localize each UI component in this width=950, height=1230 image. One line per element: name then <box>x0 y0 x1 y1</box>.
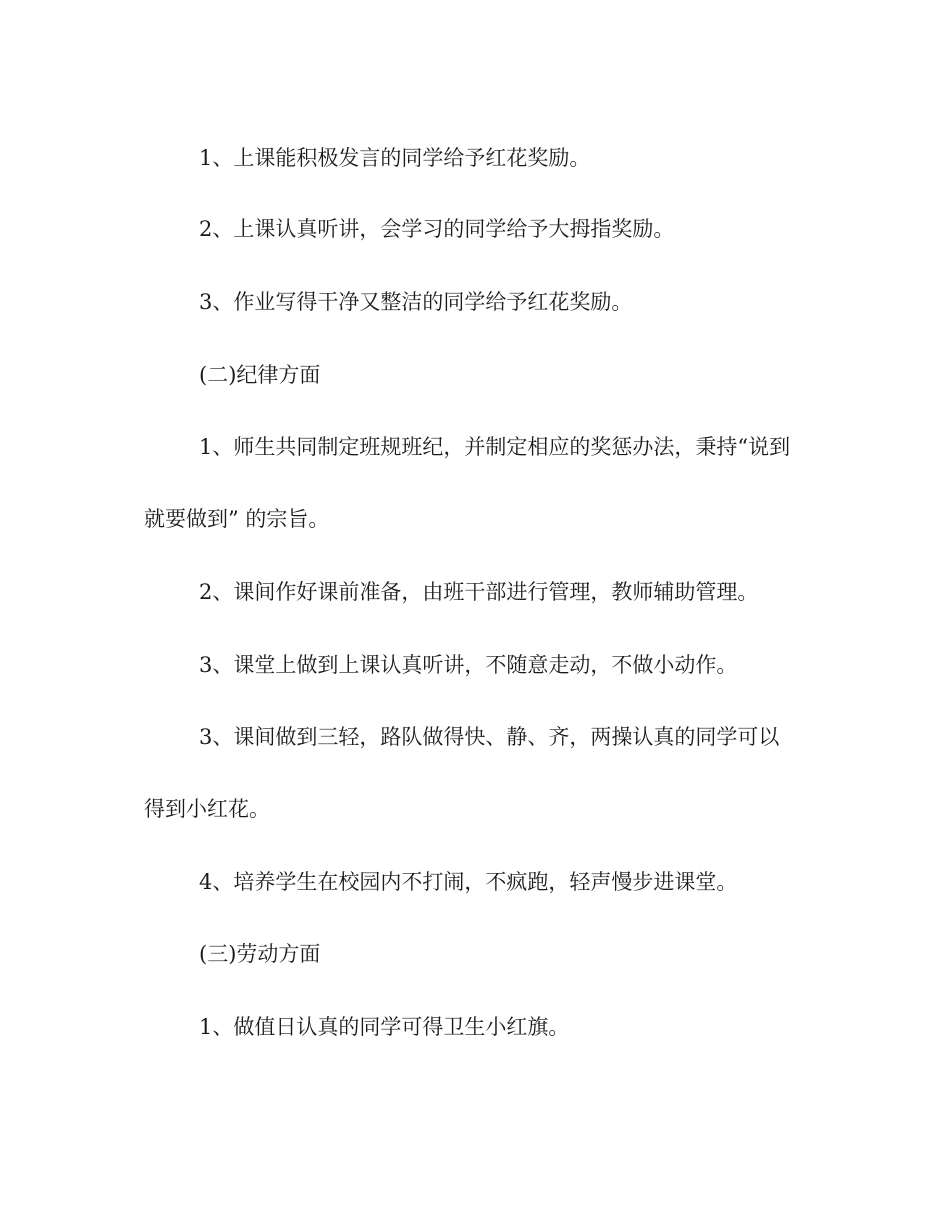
reward-item-3: 3、作业写得干净又整洁的同学给予红花奖励。 <box>199 290 633 314</box>
reward-item-2: 2、上课认真听讲，会学习的同学给予大拇指奖励。 <box>199 217 675 241</box>
section-heading-discipline: (二)纪律方面 <box>199 363 321 387</box>
discipline-item-3: 3、课堂上做到上课认真听讲，不随意走动，不做小动作。 <box>199 653 738 677</box>
labor-item-1: 1、做值日认真的同学可得卫生小红旗。 <box>199 1015 570 1039</box>
section-heading-labor: (三)劳动方面 <box>199 942 321 966</box>
discipline-item-2: 2、课间作好课前准备，由班干部进行管理，教师辅助管理。 <box>199 580 759 604</box>
discipline-item-1: 1、师生共同制定班规班纪，并制定相应的奖惩办法，秉持“说到 <box>199 435 791 459</box>
discipline-item-4: 4、培养学生在校园内不打闹，不疯跑，轻声慢步进课堂。 <box>199 870 738 894</box>
discipline-item-1-continued: 就要做到” 的宗旨。 <box>144 507 330 531</box>
reward-item-1: 1、上课能积极发言的同学给予红花奖励。 <box>199 146 591 170</box>
discipline-item-3b: 3、课间做到三轻，路队做得快、静、齐，两操认真的同学可以 <box>199 725 780 749</box>
discipline-item-3b-continued: 得到小红花。 <box>144 797 270 821</box>
